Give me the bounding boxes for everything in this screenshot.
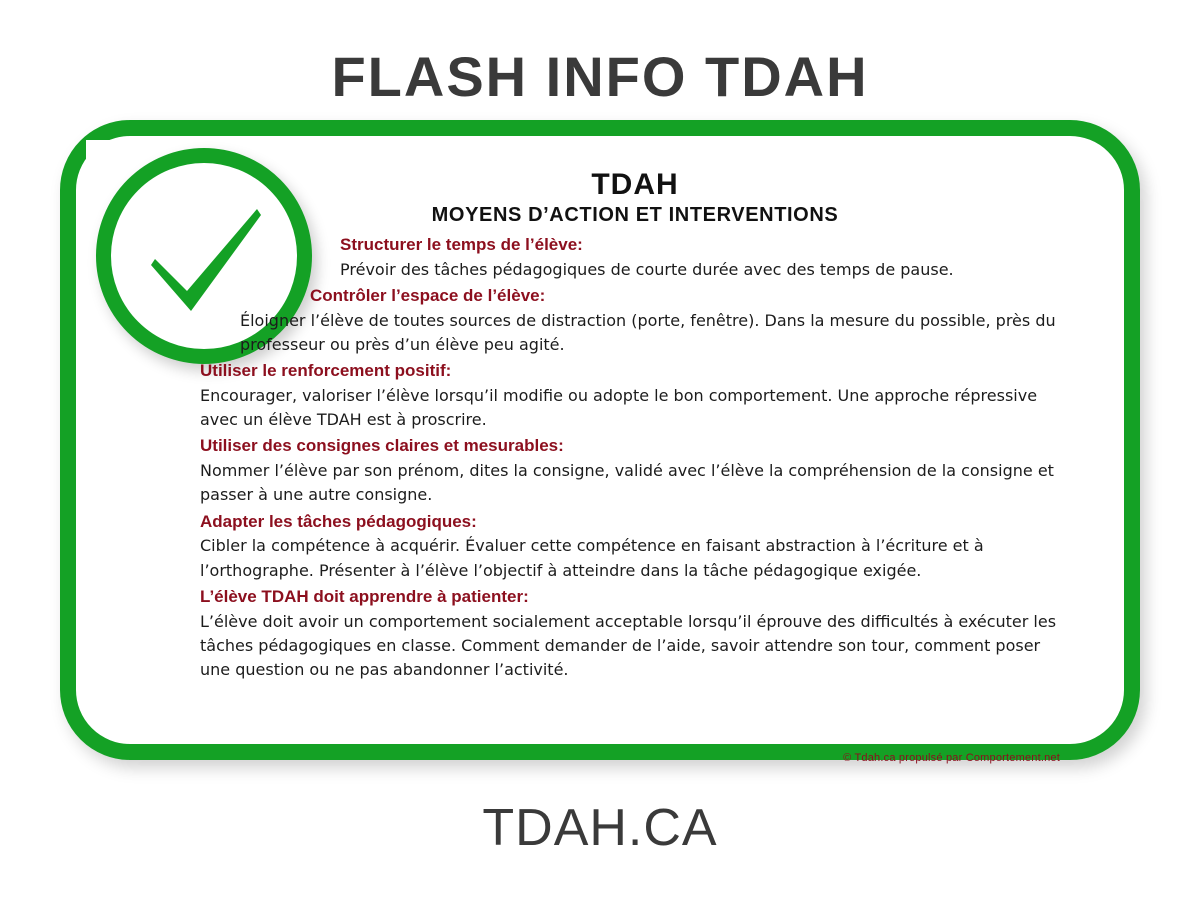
- section-heading: L’élève TDAH doit apprendre à patienter:: [200, 587, 529, 607]
- section-structurer-le-temps: [200, 233, 1070, 282]
- content-column: [200, 168, 1070, 685]
- section-heading: Structurer le temps de l’élève:: [340, 235, 583, 254]
- copyright-credit: © Tdah.ca propulsé par Comportement.net: [843, 752, 1060, 764]
- section-controler-lespace: [200, 284, 1070, 357]
- section-heading: Utiliser des consignes claires et mesurables:: [200, 436, 564, 456]
- section-heading: Adapter les tâches pédagogiques:: [200, 511, 477, 531]
- site-name: TDAH.CA: [482, 799, 718, 857]
- section-body: Cibler la compétence à acquérir. Évaluer cette compétence en faisant abstraction à l’écriture et à l’orthographe. Présenter à l’élève l’objectif à atteindre dans la tâche pédagogique exigée.: [200, 536, 984, 580]
- section-consignes-claires: [200, 434, 1070, 507]
- section-body: L’élève doit avoir un comportement socialement acceptable lorsqu’il éprouve des difficultés à exécuter les tâches pédagogiques en classe. Comment demander de l’aide, savoir attendre son tour, comment poser une question ou ne pas abandonner l’activité.: [200, 611, 1057, 680]
- section-adapter-taches: [200, 510, 1070, 583]
- section-apprendre-a-patienter: [200, 585, 1070, 683]
- section-body: Prévoir des tâches pédagogiques de courte durée avec des temps de pause.: [340, 259, 954, 279]
- section-renforcement-positif: [200, 359, 1070, 432]
- page-title: FLASH INFO TDAH: [331, 45, 869, 108]
- section-heading: Utiliser le renforcement positif:: [200, 361, 452, 381]
- section-body: Nommer l’élève par son prénom, dites la consigne, validé avec l’élève la compréhension de la consigne et passer à une autre consigne.: [200, 461, 1054, 505]
- document-subtitle: MOYENS D’ACTION ET INTERVENTIONS: [431, 204, 839, 226]
- section-body: Éloigner l’élève de toutes sources de distraction (porte, fenêtre). Dans la mesure du possible, près du professeur ou près d’un élève peu agité.: [240, 310, 1056, 354]
- section-body: Encourager, valoriser l’élève lorsqu’il modifie ou adopte le bon comportement. Une approche répressive avec un élève TDAH est à proscrire.: [200, 385, 1038, 430]
- document-title: TDAH: [591, 168, 679, 201]
- section-heading: Contrôler l’espace de l’élève:: [310, 285, 546, 305]
